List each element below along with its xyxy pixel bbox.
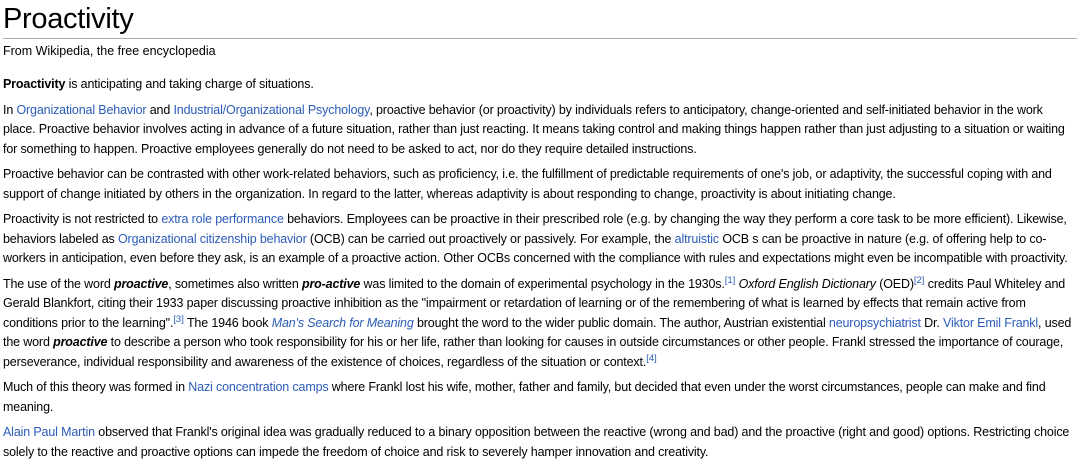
reference-marker — [173, 313, 184, 324]
text-run: credits Paul Whiteley and Gerald Blankfort, citing their 1933 paper discussing proactive inhibition as the "impairment or retardation of learning or of the remembering of what is learned by effects that remain active from conditions prior to the learning". — [3, 276, 1066, 330]
text-run: , used the word — [3, 315, 1072, 349]
wiki-link[interactable]: Alain Paul Martin — [3, 425, 95, 439]
page-title: Proactivity — [3, 3, 1077, 39]
wiki-link[interactable]: Organizational Behavior — [16, 102, 147, 117]
reference-link[interactable]: [2] — [913, 274, 925, 286]
text-run: The 1946 book — [183, 315, 272, 330]
site-subtitle: From Wikipedia, the free encyclopedia — [3, 44, 216, 58]
text-run: (OCB) can be carried out proactively or passively. For example, the — [306, 231, 675, 246]
text-run: pro-active — [301, 276, 361, 291]
text-run: , sometimes also written — [168, 276, 302, 291]
text-run: Much of this theory was formed in — [3, 380, 189, 394]
text-run: behaviors. Employees can be proactive in their prescribed role (e.g. by changing the way they perform a core task to be more efficient). Likewise, behaviors labeled as — [3, 212, 1067, 246]
wiki-link[interactable]: Man's Search for Meaning — [271, 315, 414, 330]
reference-marker — [914, 274, 925, 285]
wiki-link[interactable]: Industrial/Organizational Psychology — [173, 102, 370, 117]
article-paragraph — [3, 210, 1077, 269]
text-run: Proactivity — [3, 77, 66, 91]
article-paragraph — [3, 101, 1077, 160]
article-paragraph — [3, 165, 1077, 204]
wiki-link[interactable]: Organizational citizenship behavior — [117, 231, 307, 246]
reference-marker — [646, 352, 657, 363]
text-run: proactive — [113, 276, 169, 291]
wiki-link[interactable]: Nazi concentration camps — [188, 380, 329, 394]
text-run: is anticipating and taking charge of situations. — [65, 77, 314, 91]
wiki-link[interactable]: neuropsychiatrist — [828, 315, 921, 330]
reference-link[interactable]: [3] — [173, 313, 184, 325]
text-run: brought the word to the wider public domain. The author, Austrian existential — [413, 315, 829, 330]
article-paragraph — [3, 275, 1077, 373]
text-run: , proactive behavior (or proactivity) by individuals refers to anticipatory, change-oriented and self-initiated behavior in the work place. Proactive behavior involves acting in advance of a future situation, rather than just reacting. It means taking control and making things happen rather than just adjusting to a situation or waiting for something to happen. Proactive employees generally do not need to be asked to act, nor do they require detailed instructions. — [3, 102, 1065, 156]
article-body — [3, 75, 1077, 462]
reference-marker — [725, 274, 736, 285]
text-run: observed that Frankl's original idea was gradually reduced to a binary opposition between the reactive (wrong and bad) and the proactive (right and good) options. Restricting choice solely to the reactive and proactive options can impede the freedom of choice and risk to severely hamper innovation and creativity. — [3, 425, 1070, 459]
text-run: OCB s can be proactive in nature (e.g. of offering help to co-workers in anticipation, even before they ask, is an example of a proactive action. Other OCBs concerned with the compliance with rules and expectations might even be incompatible with proactivity. — [3, 231, 1068, 265]
text-run: where Frankl lost his wife, mother, father and family, but decided that even under the worst circumstances, people can make and find meaning. — [3, 380, 1046, 414]
text-run: (OED) — [875, 276, 914, 291]
text-run: The use of the word — [3, 276, 114, 291]
text-run: Proactive behavior can be contrasted with other work-related behaviors, such as proficiency, i.e. the fulfillment of predictable requirements of one's job, or adaptivity, the successful coping with and support of change initiated by others in the organization. In regard to the latter, whereas adaptivity is about responding to change, proactivity is about initiating change. — [3, 167, 1052, 201]
wiki-link[interactable]: altruistic — [674, 231, 719, 246]
text-run: to describe a person who took responsibility for his or her life, rather than looking for causes in outside circumstances or other people. Frankl stressed the importance of courage, perseverance, individual responsibility and awareness of the existence of choices, regardless of the situation or context. — [3, 335, 1064, 369]
text-run: Dr. — [920, 315, 944, 330]
article-paragraph — [3, 423, 1077, 462]
reference-link[interactable]: [4] — [646, 352, 657, 364]
wiki-link[interactable]: Viktor Emil Frankl — [943, 315, 1039, 330]
wiki-link[interactable]: extra role performance — [161, 212, 284, 226]
text-run: proactive — [53, 335, 108, 349]
text-run: In — [3, 102, 17, 117]
text-run: and — [146, 102, 174, 117]
text-run: Proactivity is not restricted to — [3, 212, 162, 226]
reference-link[interactable]: [1] — [724, 274, 736, 286]
text-run: Oxford English Dictionary — [738, 276, 876, 291]
article-paragraph — [3, 378, 1077, 417]
text-run: was limited to the domain of experimental psychology in the 1930s. — [360, 276, 725, 291]
article-paragraph — [3, 75, 1077, 95]
